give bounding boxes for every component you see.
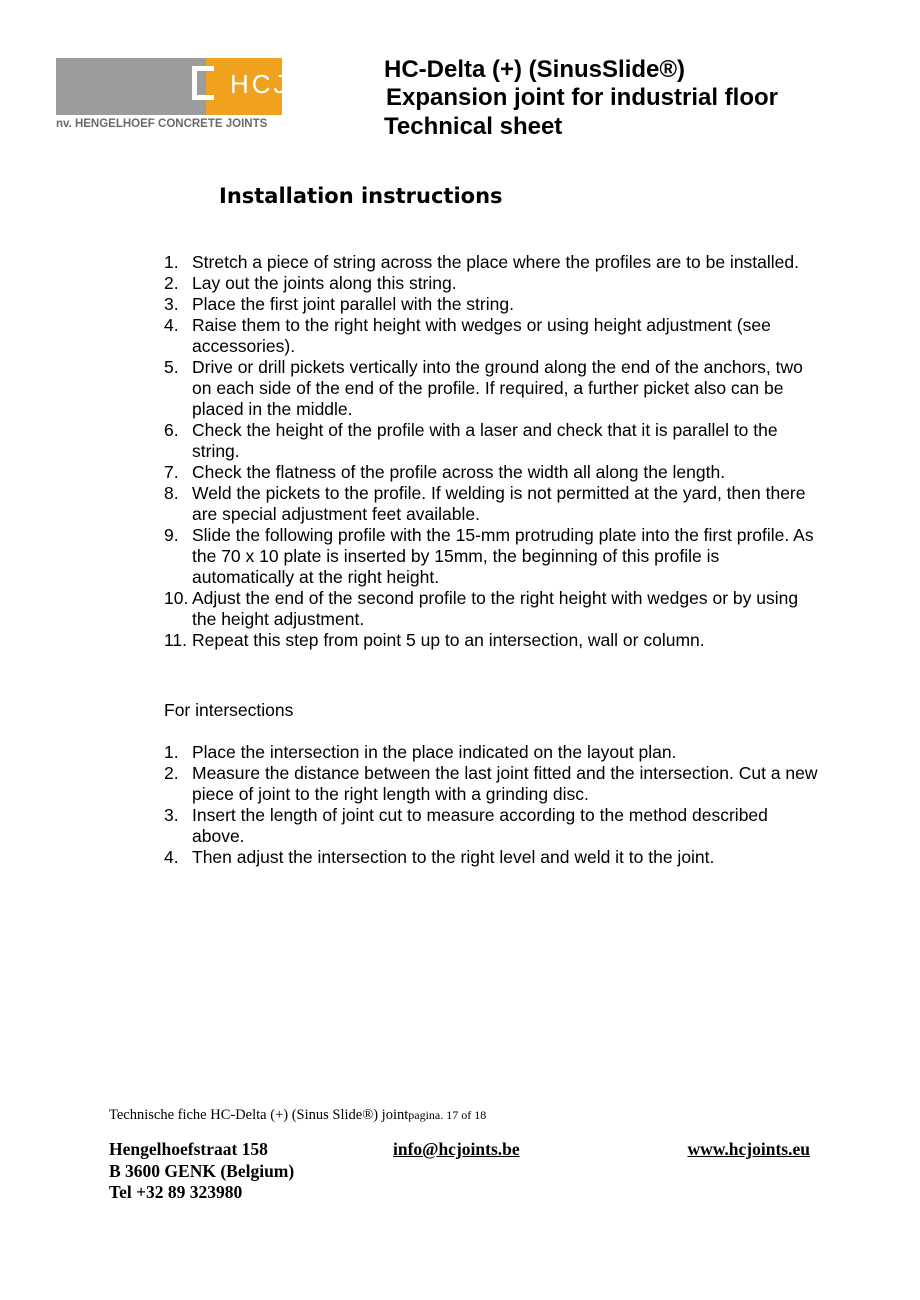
- address-street: Hengelhoefstraat 158: [109, 1139, 268, 1159]
- company-address: [109, 1139, 294, 1204]
- page-number: pagina. 17 of 18: [408, 1108, 487, 1122]
- footer-note: Technische fiche HC-Delta (+) (Sinus Slide®) jointpagina. 17 of 18: [109, 1107, 487, 1123]
- list-item: 10. Adjust the end of the second profile to the right height with wedges or by using the height adjustment.: [164, 588, 799, 629]
- list-item: 4. Raise them to the right height with wedges or using height adjustment (see accessories).: [164, 315, 771, 356]
- list-item: 7. Check the flatness of the profile across the width all along the length.: [164, 462, 726, 482]
- logo-brand: HCJ: [230, 69, 290, 99]
- logo-bracket-icon: [192, 66, 214, 100]
- product-title: HC-Delta (+) (SinusSlide®): [384, 56, 686, 83]
- phone-number: Tel +32 89 323980: [109, 1182, 243, 1202]
- installation-steps: [164, 252, 824, 651]
- list-item: 8. Weld the pickets to the profile. If welding is not permitted at the yard, then there are special adjustment feet available.: [164, 483, 806, 524]
- address-city: B 3600 GENK (Belgium): [109, 1160, 295, 1181]
- document-type: Technical sheet: [384, 113, 563, 140]
- product-subtitle: Expansion joint for industrial floor: [386, 84, 779, 111]
- intersection-steps: [164, 742, 824, 868]
- list-item: 9. Slide the following profile with the 15-mm protruding plate into the first profile. As the 70 x 10 plate is inserted by 15mm, the beginning of this profile is automatically at the right height.: [164, 525, 814, 587]
- list-item: 4. Then adjust the intersection to the right level and weld it to the joint.: [164, 847, 715, 867]
- logo-subtitle: nv. HENGELHOEF CONCRETE JOINTS: [56, 118, 268, 130]
- list-item: 2. Lay out the joints along this string.: [164, 273, 457, 293]
- list-item: 1. Place the intersection in the place indicated on the layout plan.: [164, 742, 677, 762]
- intersections-heading: For intersections: [164, 700, 294, 720]
- list-item: 5. Drive or drill pickets vertically into the ground along the end of the anchors, two on each side of the end of the profile. If required, a further picket also can be placed in the middle.: [164, 357, 803, 419]
- list-item: 1. Stretch a piece of string across the place where the profiles are to be installed.: [164, 252, 799, 272]
- list-item: 3. Insert the length of joint cut to measure according to the method described above.: [164, 805, 768, 846]
- website-link[interactable]: www.hcjoints.eu: [687, 1139, 810, 1159]
- email-link[interactable]: info@hcjoints.be: [393, 1139, 520, 1159]
- section-title: Installation instructions: [219, 184, 503, 208]
- list-item: 11. Repeat this step from point 5 up to an intersection, wall or column.: [164, 630, 705, 650]
- list-item: 3. Place the first joint parallel with the string.: [164, 294, 514, 314]
- company-logo: [56, 58, 290, 134]
- list-item: 2. Measure the distance between the last joint fitted and the intersection. Cut a new piece of joint to the right length with a grinding disc.: [164, 763, 818, 804]
- list-item: 6. Check the height of the profile with a laser and check that it is parallel to the string.: [164, 420, 778, 461]
